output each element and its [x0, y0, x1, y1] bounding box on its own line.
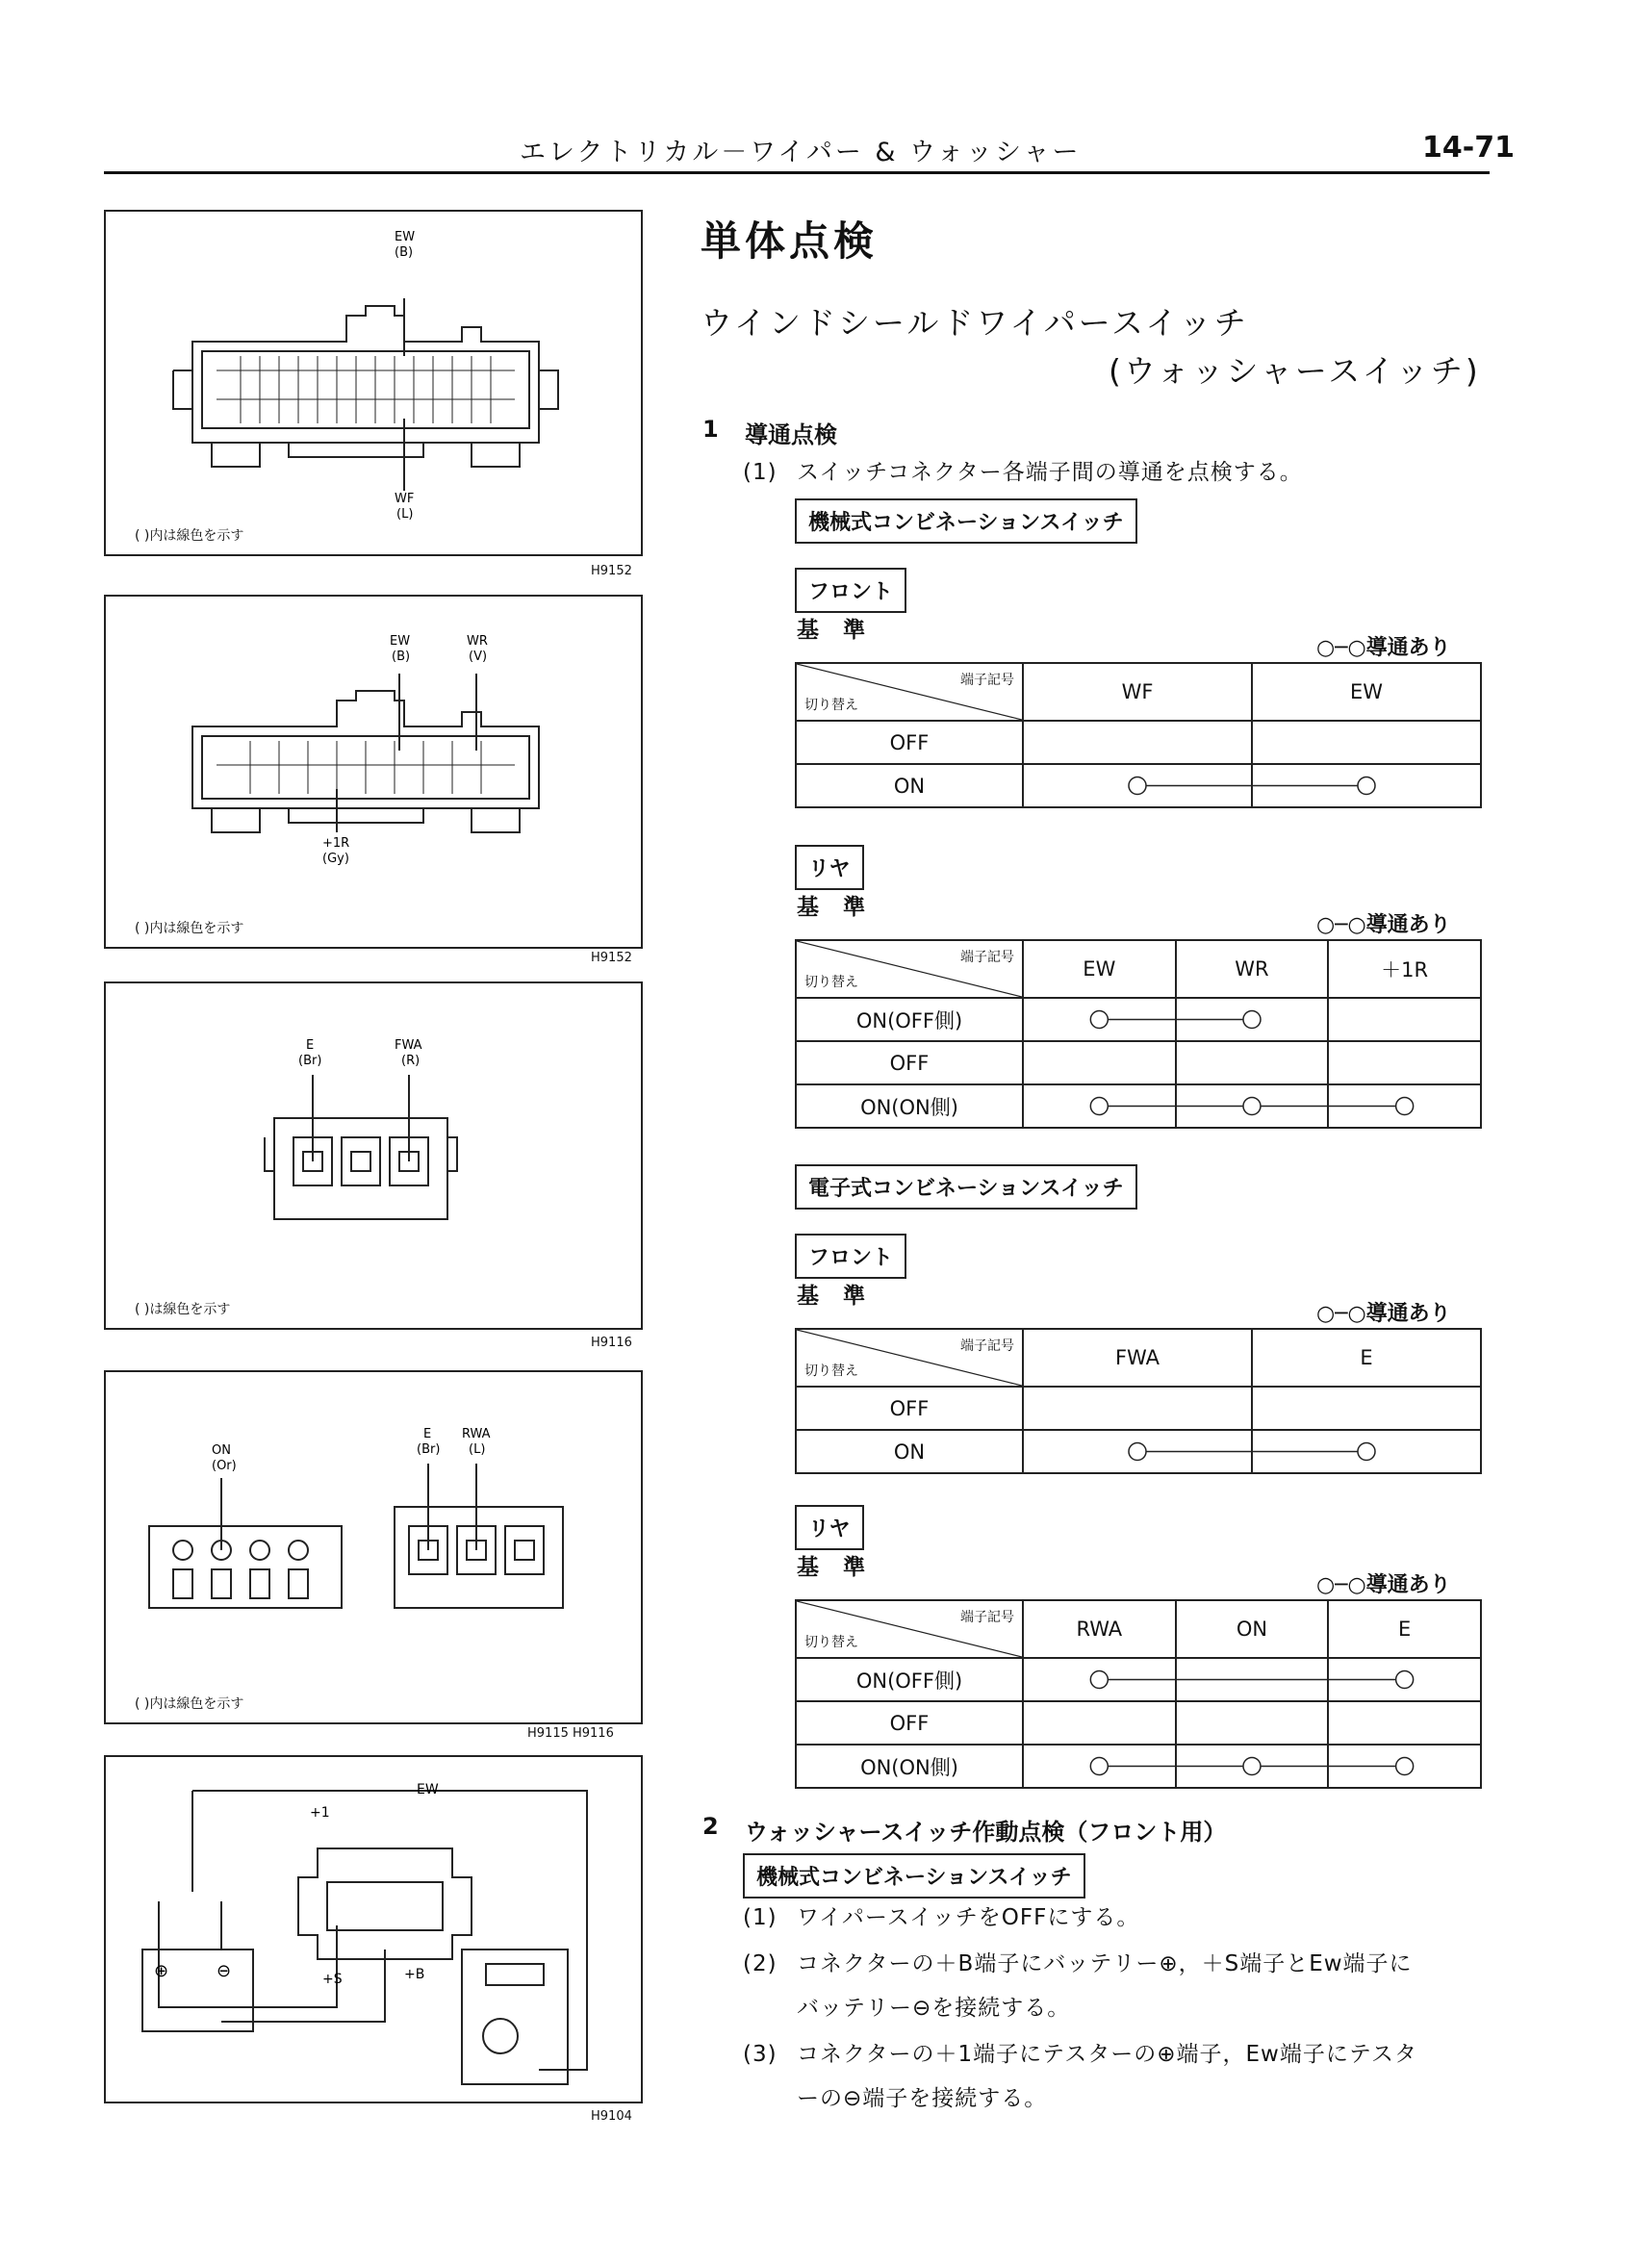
item1-number: 1: [702, 416, 719, 443]
legend-continuity: ○─○導通あり: [1316, 1302, 1451, 1326]
svg-text:(Br): (Br): [298, 1054, 322, 1068]
legend-continuity: ○─○導通あり: [1316, 913, 1451, 937]
svg-text:+S: +S: [322, 1972, 343, 1987]
header-terminal: 端子記号: [960, 950, 1014, 965]
table-corner: [796, 1329, 1023, 1387]
step2-1-number: (1): [743, 1905, 778, 1930]
header-terminal: 端子記号: [960, 1338, 1014, 1354]
table-header-row: [796, 940, 1481, 998]
table-elec-front: [795, 1328, 1482, 1474]
table-cell: [1328, 1041, 1481, 1084]
column-header: EW: [1023, 940, 1176, 998]
table-cell: [1252, 1430, 1481, 1473]
row-label: OFF: [796, 1041, 1023, 1084]
header-switch: 切り替え: [804, 1635, 858, 1650]
step2-3-text: コネクターの＋1端子にテスターの⊕端子，Ew端子にテスタ: [797, 2042, 1417, 2067]
label-ew: EW: [395, 230, 416, 244]
svg-text:WR: WR: [467, 634, 488, 649]
column-header: WR: [1176, 940, 1329, 998]
table-row: [796, 1041, 1481, 1084]
table-cell: [1023, 721, 1252, 764]
table-cell: [1176, 998, 1329, 1041]
item2-number: 2: [702, 1813, 719, 1840]
header-terminal: 端子記号: [960, 673, 1014, 688]
legend-continuity: ○─○導通あり: [1316, 1573, 1451, 1597]
table-cell: [1023, 1041, 1176, 1084]
svg-text:⊕: ⊕: [154, 1961, 169, 1981]
figure-2-rear-connector: [104, 595, 643, 949]
table-cell: [1023, 1387, 1252, 1430]
label-standard: 基 準: [797, 1555, 866, 1580]
svg-text:(Or): (Or): [212, 1459, 237, 1473]
wiring-diagram: [106, 1757, 641, 2102]
svg-text:(Gy): (Gy): [322, 852, 349, 866]
step2-3-text-cont: ーの⊖端子を接続する。: [797, 2086, 1048, 2111]
table-cell: [1176, 1745, 1329, 1788]
item2-title: ウォッシャースイッチ作動点検（フロント用）: [745, 1819, 1227, 1846]
table-header-row: [796, 1329, 1481, 1387]
switch-type-electronic: 電子式コンビネーションスイッチ: [795, 1164, 1137, 1210]
column-header: E: [1328, 1600, 1481, 1658]
switch-type-mechanical: 機械式コンビネーションスイッチ: [743, 1853, 1085, 1898]
subtitle-1: ウインドシールドワイパースイッチ: [701, 304, 1249, 342]
table-mech-front: [795, 662, 1482, 808]
connector-diagram: [106, 983, 641, 1328]
column-header: ＋1R: [1328, 940, 1481, 998]
header-terminal: 端子記号: [960, 1610, 1014, 1625]
row-label: OFF: [796, 1387, 1023, 1430]
svg-text:+B: +B: [404, 1967, 425, 1982]
table-row: [796, 721, 1481, 764]
subtitle-2: (ウォッシャースイッチ): [1109, 352, 1481, 390]
column-header: RWA: [1023, 1600, 1176, 1658]
table-cell: [1328, 1701, 1481, 1745]
svg-text:E: E: [423, 1427, 432, 1441]
label-wf: WF: [395, 492, 415, 506]
page-number: 14-71: [1422, 131, 1515, 165]
table-corner: [796, 940, 1023, 998]
svg-text:(R): (R): [401, 1054, 421, 1068]
table-cell: [1023, 764, 1252, 807]
figure-code: H9152: [591, 951, 632, 965]
table-row: [796, 1745, 1481, 1788]
figure-1-front-connector: [104, 210, 643, 556]
column-header: WF: [1023, 663, 1252, 721]
table-cell: [1328, 1745, 1481, 1788]
table-cell: [1252, 764, 1481, 807]
table-cell: [1328, 998, 1481, 1041]
svg-text:RWA: RWA: [462, 1427, 491, 1441]
row-label: ON: [796, 764, 1023, 807]
row-label: ON(OFF側): [796, 998, 1023, 1041]
table-corner: [796, 663, 1023, 721]
svg-text:(V): (V): [469, 650, 488, 664]
row-label: ON(ON側): [796, 1084, 1023, 1128]
label-front: フロント: [795, 1234, 906, 1279]
connector-diagram: [106, 597, 641, 947]
figure-code: H9104: [591, 2109, 632, 2124]
section-title: 単体点検: [701, 217, 879, 265]
table-row: [796, 764, 1481, 807]
table-row: [796, 1387, 1481, 1430]
label-standard: 基 準: [797, 895, 866, 920]
table-cell: [1176, 1084, 1329, 1128]
row-label: ON: [796, 1430, 1023, 1473]
table-row: [796, 998, 1481, 1041]
table-cell: [1176, 1701, 1329, 1745]
figure-4-electronic-rear: [104, 1370, 643, 1724]
table-row: [796, 1084, 1481, 1128]
connector-diagram: [106, 212, 641, 554]
table-cell: [1176, 1041, 1329, 1084]
figure-code: H9116: [591, 1336, 632, 1350]
svg-text:ON: ON: [212, 1443, 231, 1458]
figure-3-electronic-front: [104, 981, 643, 1330]
figure-note: ( )内は線色を示す: [135, 921, 244, 936]
step1-text: スイッチコネクター各端子間の導通を点検する。: [797, 460, 1303, 485]
column-header: EW: [1252, 663, 1481, 721]
svg-text:E: E: [306, 1038, 315, 1053]
label-rear: リヤ: [795, 845, 864, 890]
table-elec-rear: [795, 1599, 1482, 1789]
svg-text:(Br): (Br): [417, 1442, 441, 1457]
figure-5-washer-test: [104, 1755, 643, 2103]
header-title: エレクトリカル－ワイパー & ウォッシャー: [520, 138, 1082, 167]
header-switch: 切り替え: [804, 975, 858, 990]
table-corner: [796, 1600, 1023, 1658]
header-switch: 切り替え: [804, 698, 858, 713]
svg-text:+1: +1: [310, 1805, 330, 1821]
table-mech-rear: [795, 939, 1482, 1129]
table-cell: [1328, 1084, 1481, 1128]
table-cell: [1023, 1745, 1176, 1788]
table-cell: [1023, 1430, 1252, 1473]
label-standard: 基 準: [797, 618, 866, 643]
svg-text:EW: EW: [390, 634, 411, 649]
label-front: フロント: [795, 568, 906, 613]
table-header-row: [796, 1600, 1481, 1658]
column-header: FWA: [1023, 1329, 1252, 1387]
switch-type-mechanical: 機械式コンビネーションスイッチ: [795, 498, 1137, 544]
table-row: [796, 1430, 1481, 1473]
svg-text:(L): (L): [469, 1442, 486, 1457]
table-cell: [1023, 1658, 1176, 1701]
column-header: E: [1252, 1329, 1481, 1387]
table-row: [796, 1701, 1481, 1745]
label-standard: 基 準: [797, 1284, 866, 1309]
table-cell: [1328, 1658, 1481, 1701]
table-cell: [1252, 721, 1481, 764]
row-label: OFF: [796, 1701, 1023, 1745]
step2-2-text-cont: バッテリー⊖を接続する。: [797, 1996, 1071, 2021]
svg-text:⊖: ⊖: [217, 1961, 232, 1981]
step2-2-number: (2): [743, 1951, 778, 1976]
figure-code: H9115 H9116: [527, 1726, 614, 1741]
header-switch: 切り替え: [804, 1363, 858, 1379]
table-cell: [1023, 998, 1176, 1041]
table-row: [796, 1658, 1481, 1701]
connector-diagram: [106, 1372, 641, 1722]
table-cell: [1252, 1387, 1481, 1430]
svg-text:FWA: FWA: [395, 1038, 422, 1053]
svg-text:(L): (L): [396, 507, 414, 522]
table-cell: [1023, 1084, 1176, 1128]
figure-note: ( )内は線色を示す: [135, 528, 244, 544]
label-rear: リヤ: [795, 1505, 864, 1550]
row-label: ON(OFF側): [796, 1658, 1023, 1701]
svg-text:+1R: +1R: [322, 836, 350, 851]
table-cell: [1176, 1658, 1329, 1701]
svg-text:(B): (B): [395, 245, 414, 260]
row-label: OFF: [796, 721, 1023, 764]
table-cell: [1023, 1701, 1176, 1745]
legend-continuity: ○─○導通あり: [1316, 636, 1451, 660]
step2-2-text: コネクターの＋B端子にバッテリー⊕，＋S端子とEw端子に: [797, 1951, 1413, 1976]
item1-title: 導通点検: [745, 421, 837, 448]
svg-text:(B): (B): [392, 650, 411, 664]
figure-note: ( )は線色を示す: [135, 1302, 231, 1317]
figure-code: H9152: [591, 564, 632, 578]
svg-text:EW: EW: [417, 1782, 439, 1797]
table-header-row: [796, 663, 1481, 721]
step2-1-text: ワイパースイッチをOFFにする。: [797, 1905, 1140, 1930]
row-label: ON(ON側): [796, 1745, 1023, 1788]
header-rule: [104, 171, 1490, 174]
step1-number: (1): [743, 460, 778, 485]
figure-note: ( )内は線色を示す: [135, 1696, 244, 1712]
column-header: ON: [1176, 1600, 1329, 1658]
step2-3-number: (3): [743, 2042, 778, 2067]
